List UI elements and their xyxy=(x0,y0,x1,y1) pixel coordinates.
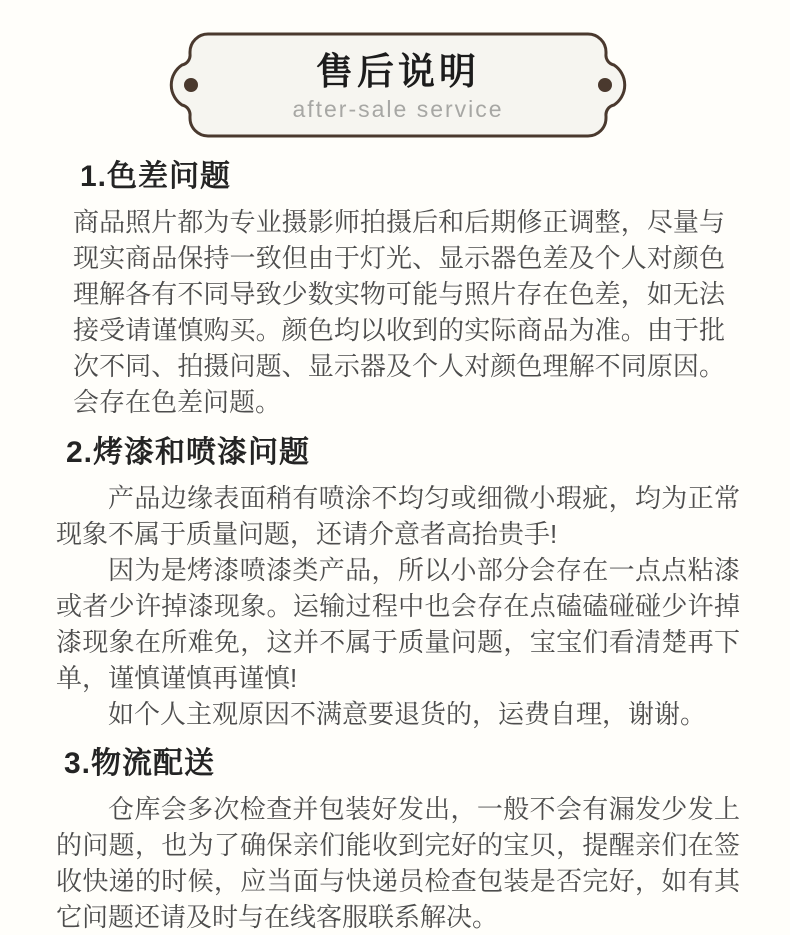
section-shipping xyxy=(56,746,740,935)
paragraph: 产品边缘表面稍有喷涂不均匀或细微小瑕疵，均为正常现象不属于质量问题，还请介意者高抬贵手! xyxy=(56,483,740,549)
paragraph: 如个人主观原因不满意要退货的，运费自理，谢谢。 xyxy=(108,699,707,729)
banner-title: 售后说明 xyxy=(316,50,480,92)
banner-text xyxy=(166,30,630,142)
paragraph: 因为是烤漆喷漆类产品，所以小部分会存在一点点粘漆或者少许掉漆现象。运输过程中也会存在点磕磕碰碰少许掉漆现象在所难免，这并不属于质量问题，宝宝们看清楚再下单，谨慎谨慎再谨慎! xyxy=(56,555,740,693)
section-heading: 3.物流配送 xyxy=(64,747,216,780)
after-sale-banner xyxy=(166,30,630,142)
paragraph: 仓库会多次检查并包装好发出，一般不会有漏发少发上的问题，也为了确保亲们能收到完好的宝贝，提醒亲们在签收快递的时候，应当面与快递员检查包装是否完好，如有其它问题还请及时与在线客服联系解决。 xyxy=(56,794,740,932)
section-color-difference xyxy=(56,159,740,420)
section-heading: 1.色差问题 xyxy=(80,160,232,193)
section-heading: 2.烤漆和喷漆问题 xyxy=(66,436,311,469)
banner-subtitle: after-sale service xyxy=(292,96,504,123)
section-paint xyxy=(56,435,740,732)
paragraph: 商品照片都为专业摄影师拍摄后和后期修正调整，尽量与现实商品保持一致但由于灯光、显示器色差及个人对颜色理解各有不同导致少数实物可能与照片存在色差，如无法接受请谨慎购买。颜色均以收到的实际商品为准。由于批次不同、拍摄问题、显示器及个人对颜色理解不同原因。会存在色差问题。 xyxy=(73,207,725,417)
